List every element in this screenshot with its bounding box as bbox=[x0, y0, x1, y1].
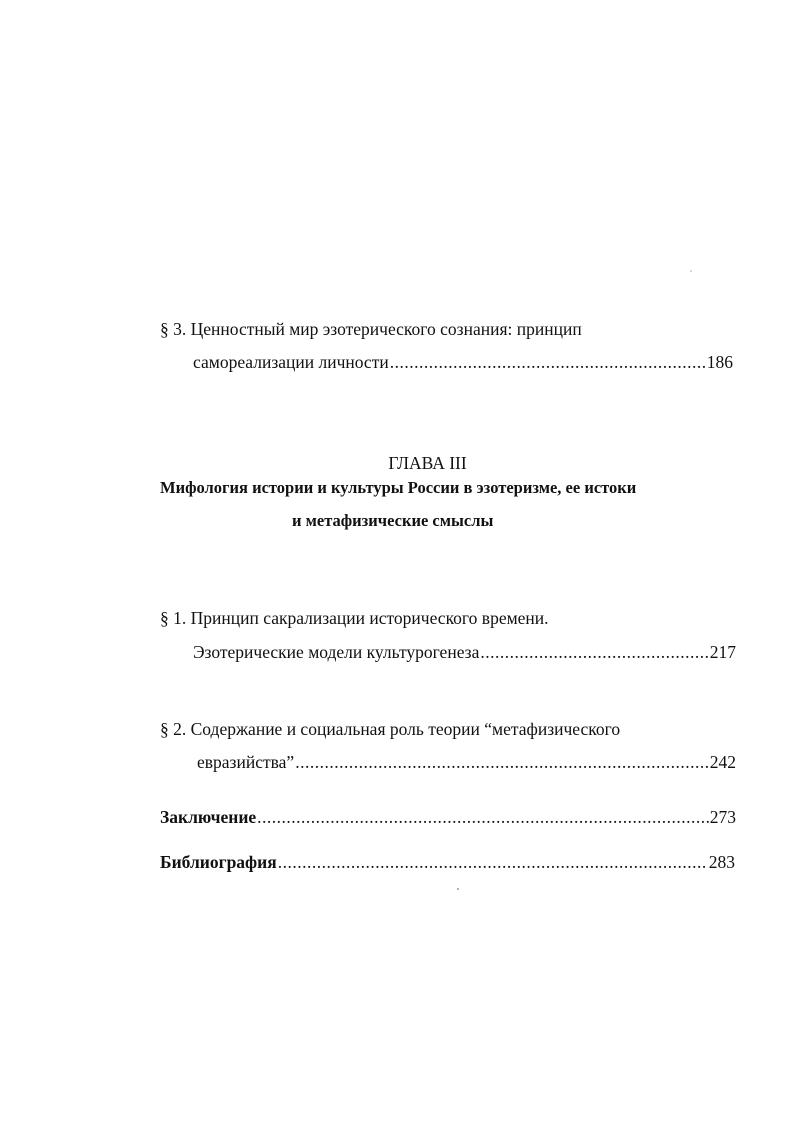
toc-conclusion-label: Заключение bbox=[160, 807, 257, 827]
toc-chapter3-section-1-page: 217 bbox=[709, 642, 736, 662]
toc-chapter3-section-2-entry bbox=[197, 751, 736, 773]
toc-chapter3-section-2-title: § 2. Содержание и социальная роль теории “метафизического bbox=[160, 719, 621, 739]
toc-section-3-entry bbox=[193, 351, 733, 373]
toc-chapter3-section-2-page: 242 bbox=[709, 752, 736, 772]
dot-leader bbox=[480, 641, 708, 663]
toc-bibliography-label: Библиография bbox=[160, 852, 277, 872]
chapter-title-line-2: и метафизические смыслы bbox=[292, 511, 494, 530]
toc-conclusion-entry bbox=[160, 806, 736, 828]
chapter-label: ГЛАВА III bbox=[388, 453, 467, 473]
toc-section-3-title: § 3. Ценностный мир эзотерического сознания: принцип bbox=[160, 319, 582, 339]
toc-bibliography-entry bbox=[160, 851, 735, 873]
toc-chapter3-section-1-entry bbox=[193, 641, 736, 663]
toc-chapter3-section-2-subtitle: евразийства” bbox=[197, 752, 295, 772]
scan-speck bbox=[690, 270, 692, 272]
toc-conclusion-page: 273 bbox=[709, 807, 736, 827]
scan-speck bbox=[457, 888, 459, 890]
toc-chapter3-section-1-title: § 1. Принцип сакрализации исторического времени. bbox=[160, 608, 549, 628]
dot-leader bbox=[278, 851, 708, 873]
dot-leader bbox=[390, 351, 706, 373]
toc-bibliography-page: 283 bbox=[708, 852, 735, 872]
toc-chapter3-section-1-subtitle: Эзотерические модели культурогенеза bbox=[193, 642, 480, 662]
toc-section-3-page: 186 bbox=[706, 352, 733, 372]
chapter-title-line-1: Мифология истории и культуры России в эзотеризме, ее истоки bbox=[160, 478, 637, 497]
dot-leader bbox=[257, 806, 709, 828]
dot-leader bbox=[295, 751, 709, 773]
toc-section-3-subtitle: самореализации личности bbox=[193, 352, 389, 372]
